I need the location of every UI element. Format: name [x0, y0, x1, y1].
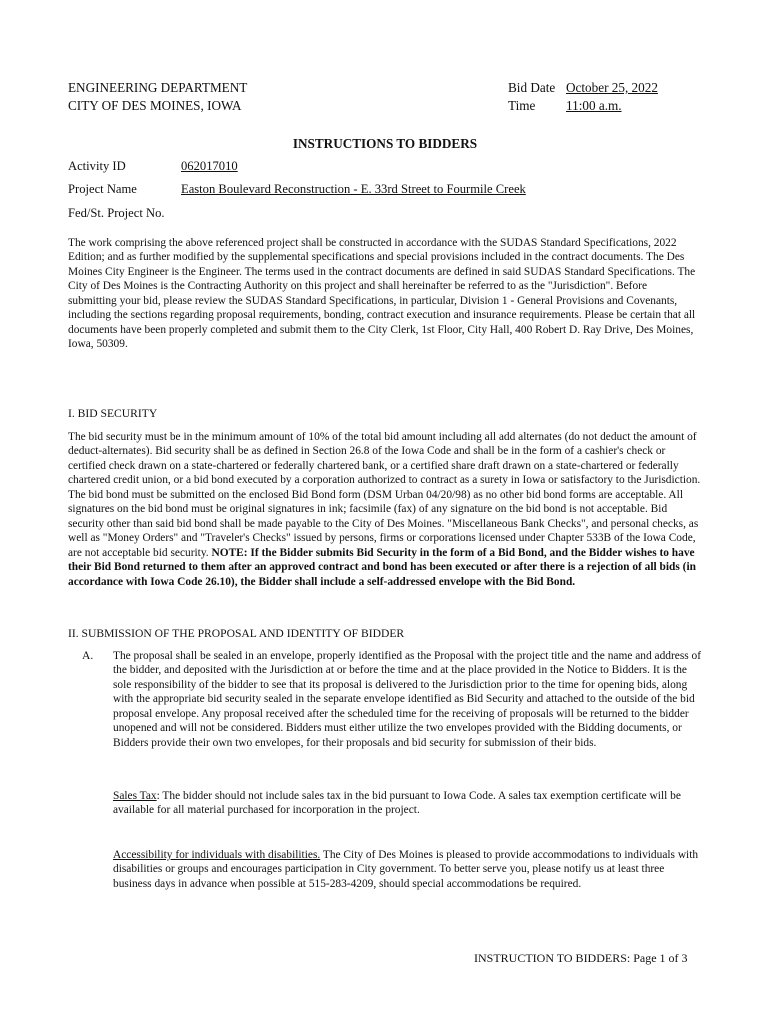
- accessibility-paragraph: [113, 848, 703, 891]
- bid-date-value: October 25, 2022: [566, 80, 658, 95]
- section-1-body: [68, 430, 702, 589]
- intro-paragraph: The work comprising the above referenced project shall be constructed in accordance with the SUDAS Standard Specifications, 2022 Edition; and as further modified by the supplemental specifications and special provisions included in the contract documents. The Des Moines City Engineer is the Engineer. The terms used in the contract documents are defined in said SUDAS Standard Specifications. The City of Des Moines is the Contracting Authority on this project and shall hereinafter be referred to as the "Jurisdiction". Before submitting your bid, please review the SUDAS Standard Specifications, in particular, Division 1 - General Provisions and Covenants, including the sections regarding proposal requirements, bonding, contract execution and insurance requirements. Please be certain that all documents have been properly completed and submit them to the City Clerk, 1st Floor, City Hall, 400 Robert D. Ray Drive, Des Moines, Iowa, 50309.: [68, 237, 696, 351]
- section-1-heading: I. BID SECURITY: [68, 407, 158, 420]
- fed-project-label: Fed/St. Project No.: [68, 206, 165, 220]
- bid-date-label: Bid Date: [508, 80, 556, 95]
- city-name: CITY OF DES MOINES, IOWA: [68, 98, 242, 113]
- item-a-text: The proposal shall be sealed in an envelope, properly identified as the Proposal with the project title and the name and address of the bidder, and deposited with the Jurisdiction at or before the time and at the place provided in the Notice to Bidders. It is the sole responsibility of the bidder to see that its proposal is delivered to the Jurisdiction prior to the time for opening bids, along with the appropriate bid security sealed in the separate envelope identified as Bid Security and attached to the outside of the bid proposal envelope. Any proposal received after the scheduled time for the receiving of proposals will be returned to the bidder unopened and will not be considered. Bidders must either utilize the two envelopes provided with the Bidding documents, or Bidders provide their own two envelopes, for their proposals and bid security for submission of their bids.: [113, 650, 702, 749]
- bid-security-text: The bid security must be in the minimum amount of 10% of the total bid amount including all add alternates (do not deduct the amount of deduct-alternates). Bid security shall be as defined in Section 26.8 of the Iowa Code and shall be in the form of a cashier's check or certified check drawn on a state-chartered or federally chartered bank, or a certified share draft drawn on a state-chartered or federally chartered credit union, or a bid bond executed by a corporation authorized to contract as a surety in Iowa or satisfactory to the Jurisdiction. The bid bond must be submitted on the enclosed Bid Bond form (DSM Urban 04/20/98) as no other bid bond forms are acceptable. All signatures on the bid bond must be original signatures in ink; facsimile (fax) of any signature on the bid bond is not acceptable. Bid security other than said bid bond shall be made payable to the City of Des Moines. "Miscellaneous Bank Checks", and personal checks, as well as "Money Orders" and "Traveler's Checks" issued by persons, firms or corporations licensed under Chapter 533B of the Iowa Code, are not acceptable bid security.: [68, 431, 701, 559]
- bid-bond-note: NOTE: If the Bidder submits Bid Security in the form of a Bid Bond, and the Bidder wishes to have their Bid Bond returned to them after an approved contract and bond has been executed or after there is a rejection of all bids (in accordance with Iowa Code 26.10), the Bidder shall include a self-addressed envelope with the Bid Bond.: [68, 546, 696, 588]
- time-label: Time: [508, 98, 536, 113]
- page-footer: INSTRUCTION TO BIDDERS: Page 1 of 3: [474, 951, 688, 965]
- accessibility-label: Accessibility for individuals with disabilities.: [113, 849, 321, 861]
- activity-id-value: 062017010: [181, 159, 238, 173]
- activity-id-label: Activity ID: [68, 159, 126, 173]
- time-value: 11:00 a.m.: [566, 98, 622, 113]
- accessibility-text: The City of Des Moines is pleased to provide accommodations to individuals with disabilities or groups and encourages participation in City government. To better serve you, please notify us at least three business days in advance when possible at 515-283-4209, should special accommodations be required.: [113, 849, 699, 890]
- page-title: INSTRUCTIONS TO BIDDERS: [292, 136, 478, 151]
- project-name-value: Easton Boulevard Reconstruction - E. 33rd Street to Fourmile Creek: [181, 182, 526, 196]
- sales-tax-paragraph: [113, 789, 699, 818]
- sales-tax-label: Sales Tax: [113, 790, 157, 802]
- section-2-heading: II. SUBMISSION OF THE PROPOSAL AND IDENTITY OF BIDDER: [68, 627, 405, 640]
- project-name-label: Project Name: [68, 182, 137, 196]
- item-a-label: A.: [82, 649, 94, 662]
- sales-tax-text: : The bidder should not include sales tax in the bid pursuant to Iowa Code. A sales tax exemption certificate will be available for all material purchased for incorporation in the project.: [113, 790, 681, 817]
- department-name: ENGINEERING DEPARTMENT: [68, 80, 248, 95]
